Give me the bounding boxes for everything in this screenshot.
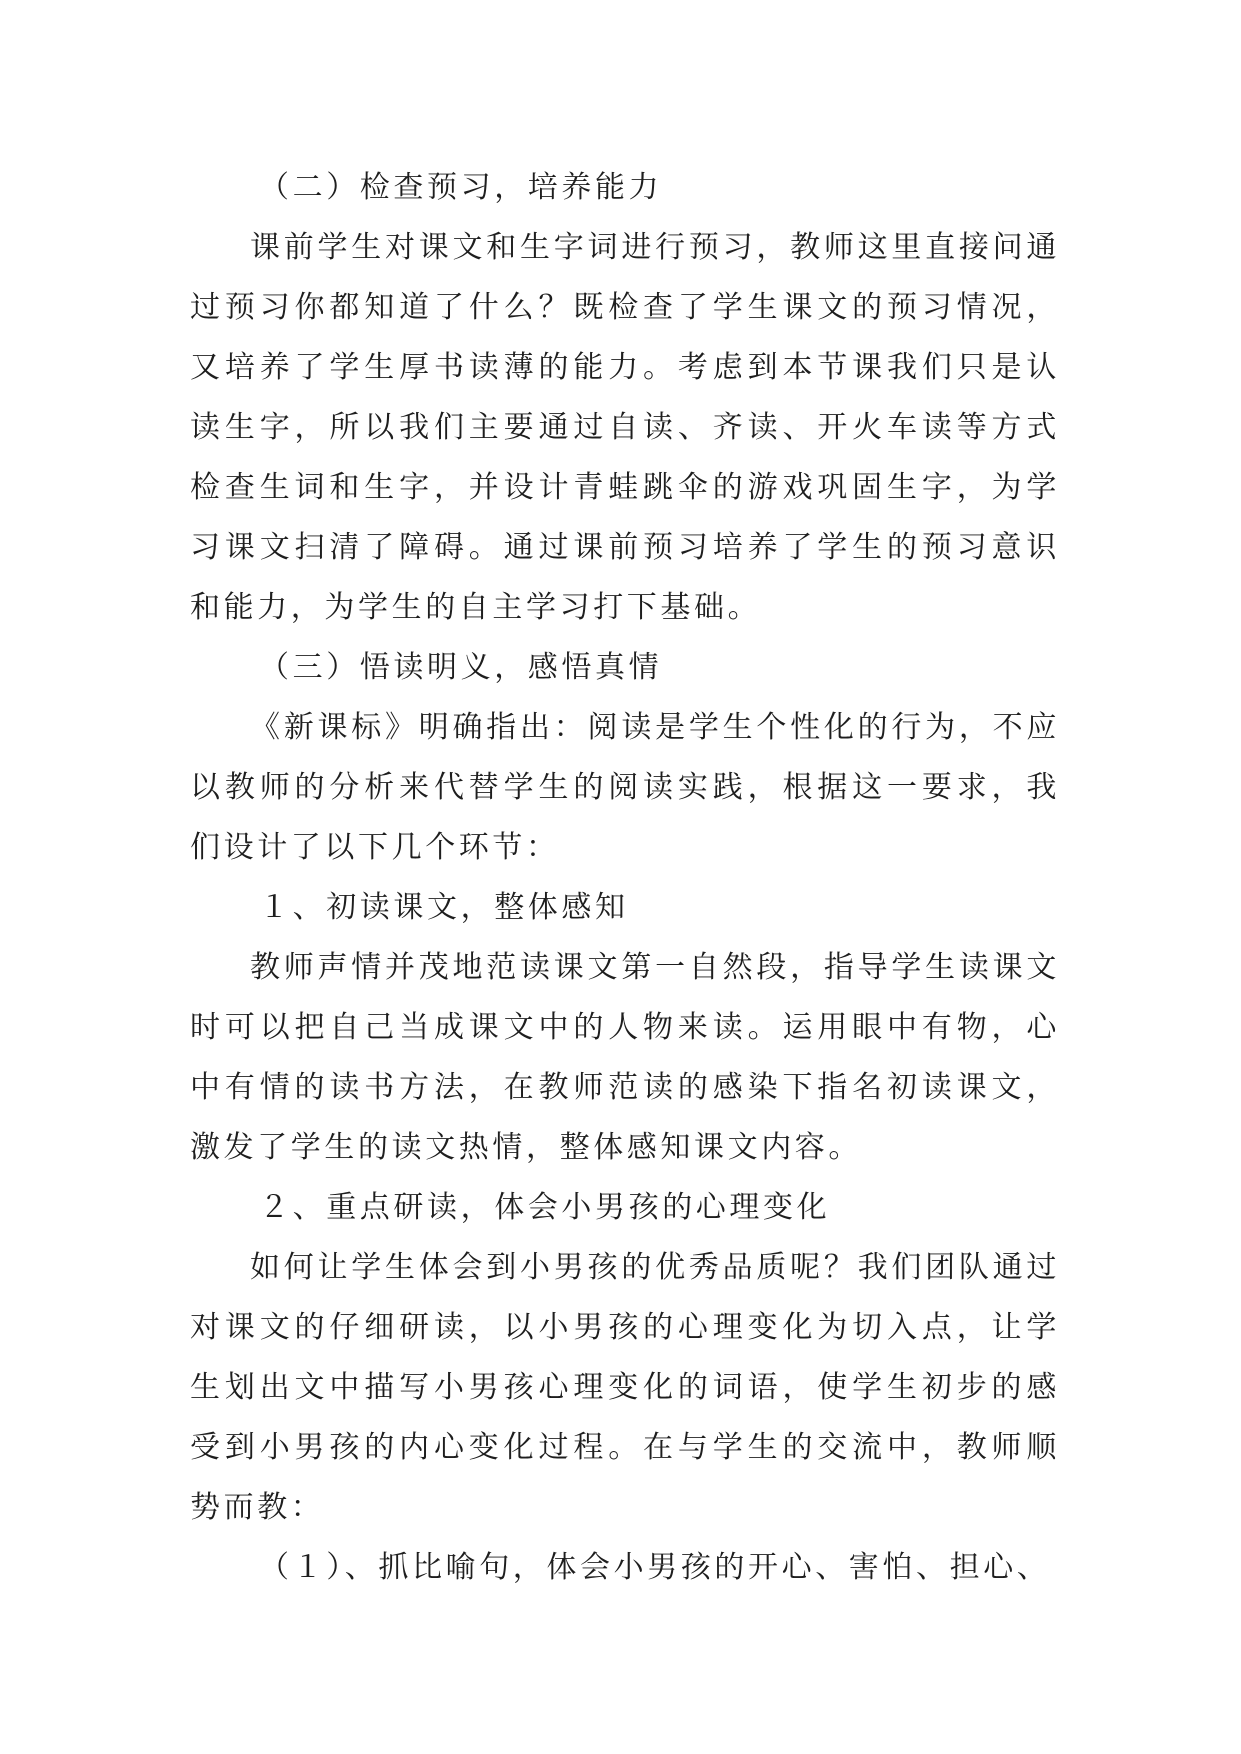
paragraph-model-reading: 教师声情并茂地范读课文第一自然段，指导学生读课文时可以把自己当成课文中的人物来读。运用眼中有物，心中有情的读书方法，在教师范读的感染下指名初读课文，激发了学生的读文热情，整体感知课文内容。 [190,950,1060,1165]
document-body [190,158,1060,1598]
subheading-metaphor: （１）、抓比喻句，体会小男孩的开心、害怕、担心、 [259,1550,1051,1585]
paragraph-curriculum: 《新课标》明确指出：阅读是学生个性化的行为，不应以教师的分析来代替学生的阅读实践，根据这一要求，我们设计了以下几个环节： [190,710,1060,865]
paragraph-boy-qualities: 如何让学生体会到小男孩的优秀品质呢？我们团队通过对课文的仔细研读，以小男孩的心理变化为切入点，让学生划出文中描写小男孩心理变化的词语，使学生初步的感受到小男孩的内心变化过程。在与学生的交流中，教师顺势而教： [190,1250,1060,1525]
section-heading-review: （二）检查预习，培养能力 [259,170,663,205]
section-heading-reading: （三）悟读明义，感悟真情 [259,650,663,685]
subheading-key-reading: ２、重点研读，体会小男孩的心理变化 [259,1190,831,1225]
paragraph-preview: 课前学生对课文和生字词进行预习，教师这里直接问通过预习你都知道了什么？既检查了学生课文的预习情况，又培养了学生厚书读薄的能力。考虑到本节课我们只是认读生字，所以我们主要通过自读、齐读、开火车读等方式检查生词和生字，并设计青蛙跳伞的游戏巩固生字，为学习课文扫清了障碍。通过课前预习培养了学生的预习意识和能力，为学生的自主学习打下基础。 [190,230,1060,625]
subheading-first-reading: １、初读课文，整体感知 [259,890,629,925]
